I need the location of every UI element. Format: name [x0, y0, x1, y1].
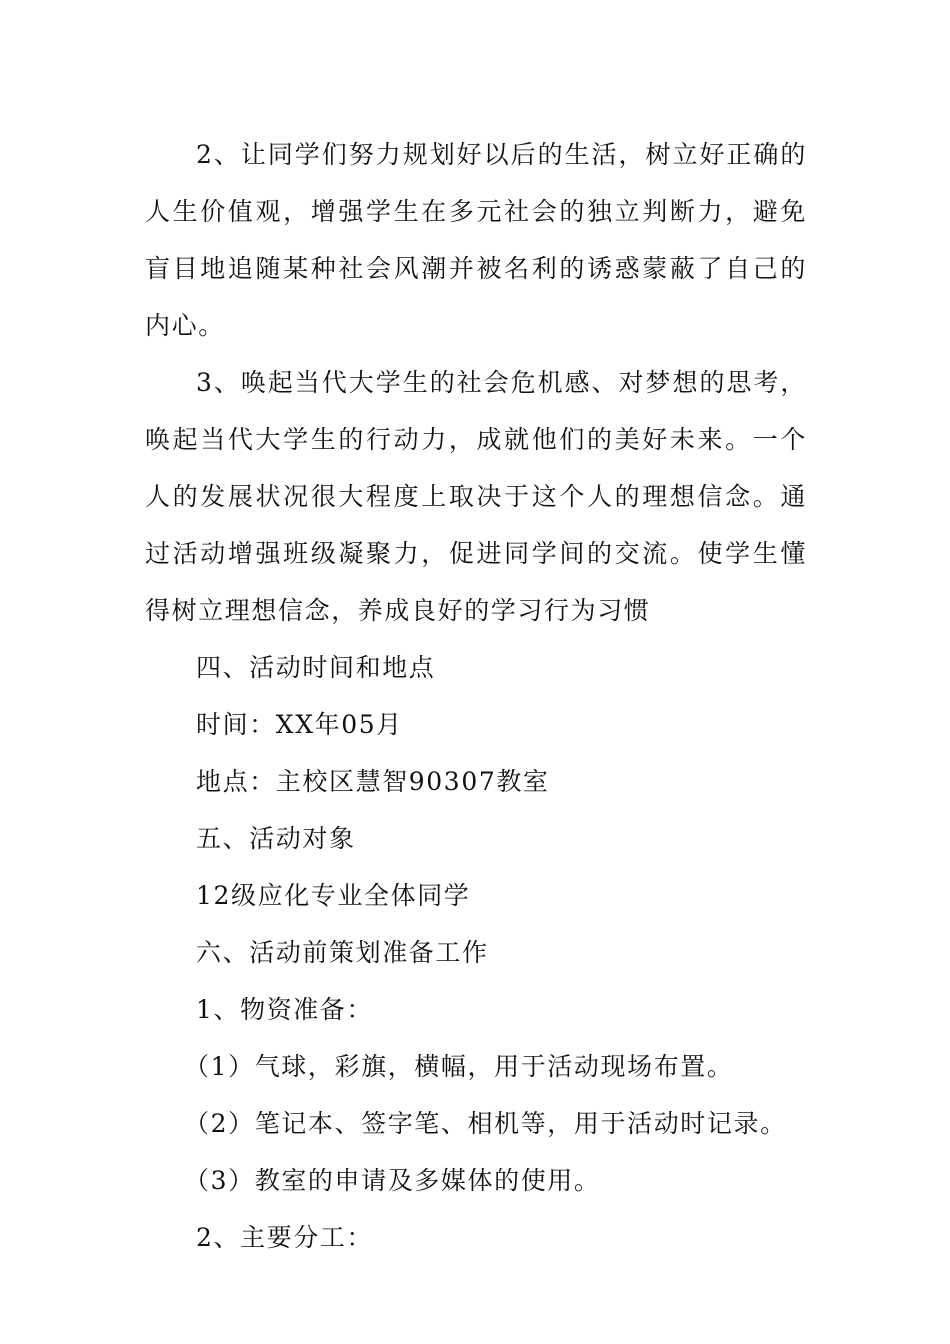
activity-target: 12级应化专业全体同学 — [196, 881, 471, 910]
document-body — [145, 126, 807, 1266]
list-item-materials-2: （2）笔记本、签字笔、相机等，用于活动时记录。 — [184, 1109, 787, 1138]
section-heading-preparation: 六、活动前策划准备工作 — [196, 938, 489, 967]
paragraph-goal-3: 3、唤起当代大学生的社会危机感、对梦想的思考，唤起当代大学生的行动力，成就他们的美好未来。一个人的发展状况很大程度上取决于这个人的理想信念。通过活动增强班级凝聚力，促进同学间的交流。使学生懂得树立理想信念，养成良好的学习行为习惯 — [145, 368, 807, 625]
list-item-materials-3: （3）教室的申请及多媒体的使用。 — [184, 1166, 601, 1195]
section-heading-time-place: 四、活动时间和地点 — [196, 653, 436, 682]
section-heading-target: 五、活动对象 — [196, 824, 356, 853]
subheading-division-of-labor: 2、主要分工： — [196, 1223, 374, 1252]
paragraph-goal-2: 2、让同学们努力规划好以后的生活，树立好正确的人生价值观，增强学生在多元社会的独立判断力，避免盲目地追随某种社会风潮并被名利的诱惑蒙蔽了自己的内心。 — [145, 140, 807, 340]
list-item-materials-1: （1）气球，彩旗，横幅，用于活动现场布置。 — [184, 1052, 734, 1081]
activity-place: 地点：主校区慧智90307教室 — [196, 767, 550, 796]
activity-time: 时间：XX年05月 — [196, 710, 403, 739]
subheading-materials: 1、物资准备： — [196, 995, 374, 1024]
